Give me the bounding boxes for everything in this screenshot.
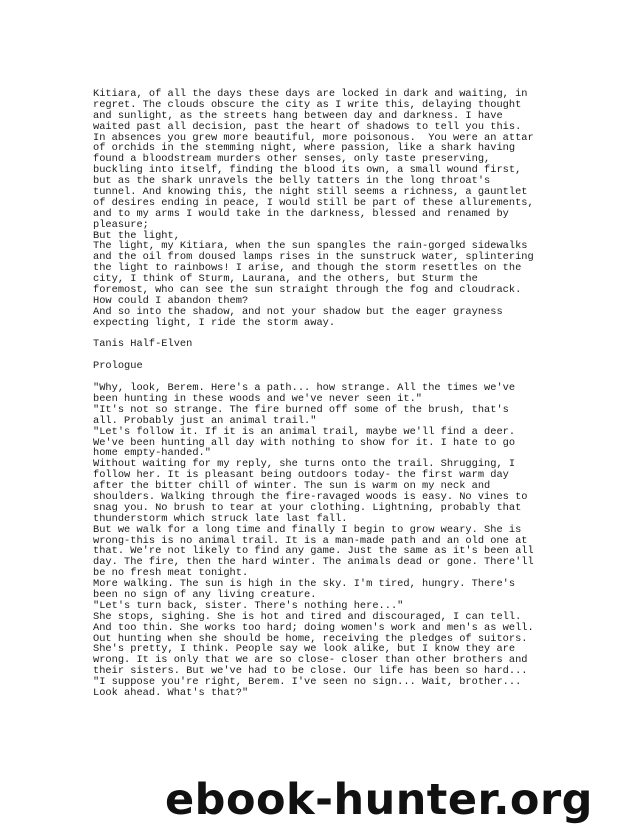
- text-line: found a bloodstream murders other senses, only taste preserving,: [93, 153, 491, 166]
- watermark: ebook-hunter.org: [165, 775, 593, 825]
- text-line: Look ahead. What's that?": [93, 686, 249, 699]
- text-line: after the bitter chill of winter. The sun is warm on my neck and: [93, 480, 491, 493]
- text-line: shoulders. Walking through the fire-ravaged woods is easy. No vines to: [93, 490, 528, 503]
- document-body: [93, 89, 623, 699]
- text-line: the light to rainbows! I arise, and though the storm resettles on the: [93, 262, 522, 275]
- text-line: But we walk for a long time and finally I begin to grow weary. She is: [93, 523, 522, 536]
- text-line: of orchids in the stemming night, where passion, like a shark having: [93, 142, 516, 155]
- text-line: tunnel. And knowing this, the night still seems a richness, a gauntlet: [93, 186, 528, 199]
- text-line: city, I think of Sturm, Laurana, and the others, but Sturm the: [93, 273, 478, 286]
- text-line: but as the shark unravels the belly tatters in the long throat's: [93, 175, 491, 188]
- text-line: Kitiara, of all the days these days are locked in dark and waiting, in: [93, 88, 528, 100]
- text-line: She stops, sighing. She is hot and tired and discouraged, I can tell.: [93, 610, 522, 623]
- text-line: More walking. The sun is high in the sky. I'm tired, hungry. There's: [93, 578, 516, 591]
- text-line: Prologue: [93, 360, 143, 373]
- text-line: "Let's turn back, sister. There's nothing here...": [93, 599, 404, 612]
- text-line: "Let's follow it. If it is an animal trail, maybe we'll find a deer.: [93, 425, 516, 438]
- text-line: Without waiting for my reply, she turns onto the trail. Shrugging, I: [93, 458, 516, 471]
- text-line: Out hunting when she should be home, receiving the pledges of suitors.: [93, 632, 528, 645]
- text-line: But the light,: [93, 229, 180, 242]
- text-line: their sisters. But we've had to be close. Our life has been so hard...: [93, 665, 528, 678]
- text-line: We've been hunting all day with nothing to show for it. I hate to go: [93, 436, 516, 449]
- text-line: snag you. No brush to tear at your clothing. Lightning, probably that: [93, 501, 522, 514]
- text-line: wrong-this is no animal trail. It is a man-made path and an old one at: [93, 534, 528, 547]
- text-line: buckling into itself, finding the blood its own, a small wound first,: [93, 164, 522, 177]
- text-line: day. The fire, then the hard winter. The animals dead or gone. There'll: [93, 556, 534, 569]
- text-line: all. Probably just an animal trail.": [93, 414, 317, 427]
- text-line: And too thin. She works too hard; doing women's work and men's as well.: [93, 621, 534, 634]
- text-line: be no fresh meat tonight.: [93, 567, 249, 580]
- text-line: And so into the shadow, and not your shadow but the eager grayness: [93, 305, 503, 318]
- text-line: "I suppose you're right, Berem. I've seen no sign... Wait, brother...: [93, 676, 522, 689]
- text-line: foremost, who can see the sun straight through the fog and cloudrack.: [93, 284, 522, 297]
- text-line: How could I abandon them?: [93, 294, 249, 307]
- text-line: She's pretty, I think. People say we look alike, but I know they are: [93, 643, 516, 656]
- blank-line: [93, 350, 623, 361]
- text-line: "Why, look, Berem. Here's a path... how strange. All the times we've: [93, 382, 516, 395]
- text-line: and to my arms I would take in the darkness, blessed and renamed by: [93, 207, 509, 220]
- text-line: and the oil from doused lamps rises in the sunstruck water, splintering: [93, 251, 534, 264]
- text-line: regret. The clouds obscure the city as I write this, delaying thought: [93, 98, 522, 111]
- text-line: of desires ending in peace, I would still be part of these allurements,: [93, 196, 534, 209]
- text-line: In absences you grew more beautiful, more poisonous. You were an attar: [93, 131, 534, 144]
- text-line: expecting light, I ride the storm away.: [93, 316, 336, 329]
- text-line: thunderstorm which struck late last fall.: [93, 512, 348, 525]
- text-line: and sunlight, as the streets hang between day and darkness. I have: [93, 109, 503, 122]
- text-line: The light, my Kitiara, when the sun spangles the rain-gorged sidewalks: [93, 240, 528, 253]
- text-line: home empty-handed.": [93, 447, 211, 460]
- text-line: "It's not so strange. The fire burned off some of the brush, that's: [93, 403, 509, 416]
- text-line: pleasure;: [93, 218, 149, 231]
- text-line: follow her. It is pleasant being outdoors today- the first warm day: [93, 469, 509, 482]
- text-line: been hunting in these woods and we've never seen it.": [93, 392, 422, 405]
- text-line: waited past all decision, past the heart of shadows to tell you this.: [93, 120, 522, 133]
- text-line: Tanis Half-Elven: [93, 338, 193, 351]
- text-line: that. We're not likely to find any game. Just the same as it's been all: [93, 545, 534, 558]
- text-line: wrong. It is only that we are so close- closer than other brothers and: [93, 654, 528, 667]
- text-line: been no sign of any living creature.: [93, 588, 317, 601]
